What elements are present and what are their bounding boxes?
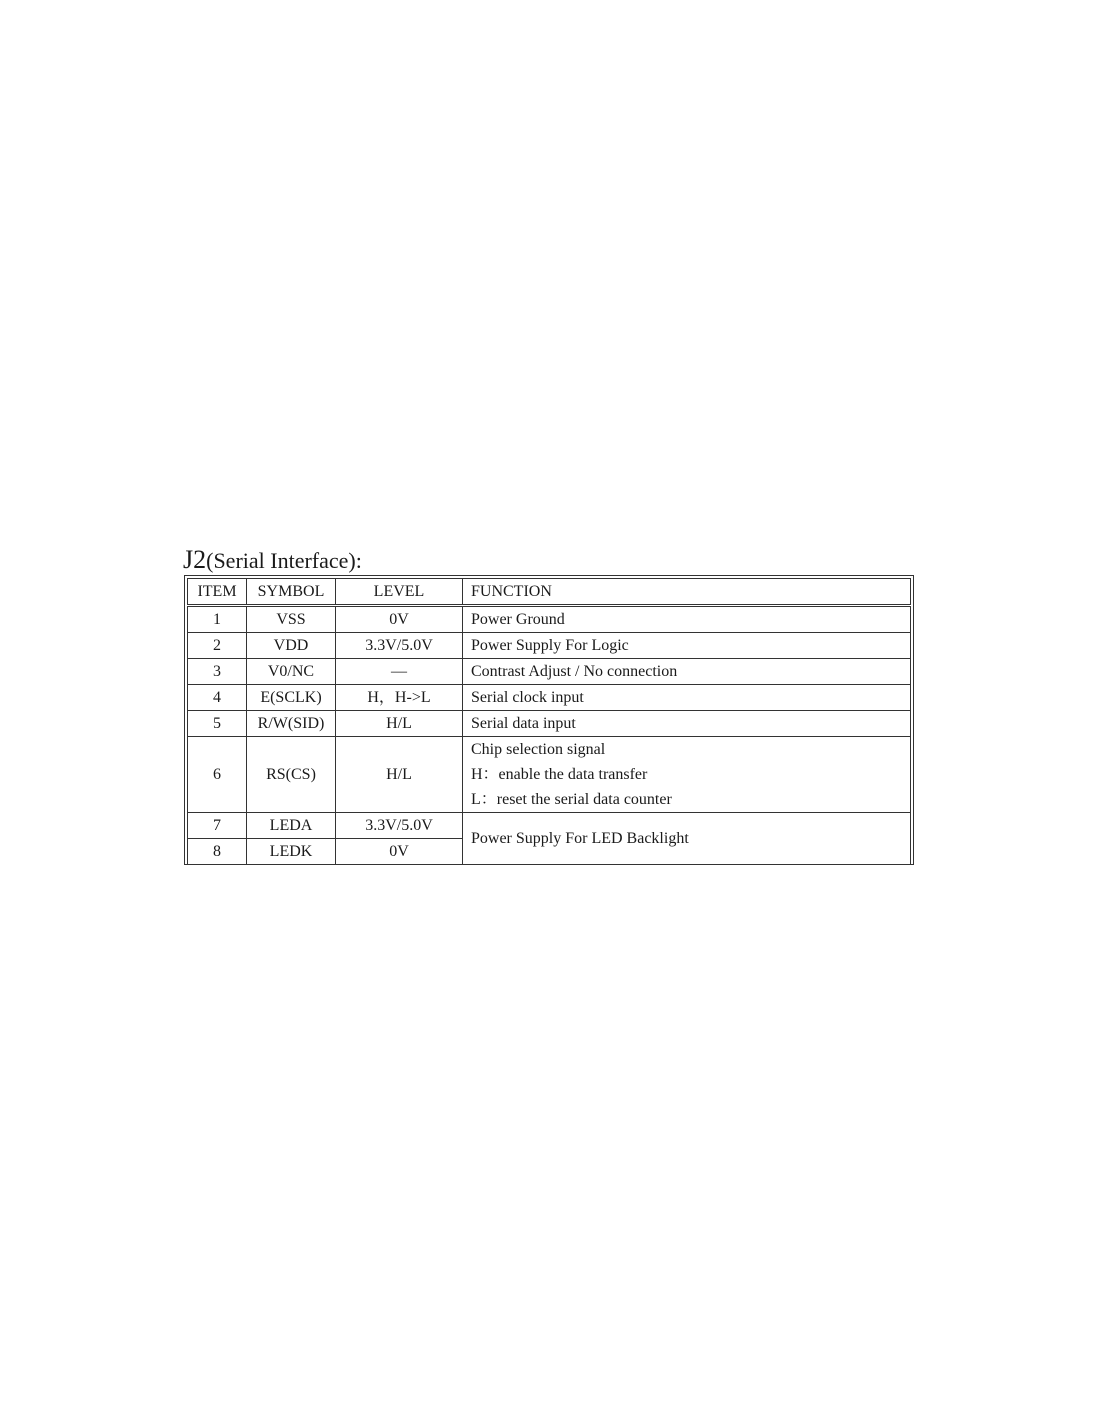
cell-item: 5 xyxy=(188,711,247,737)
table-row xyxy=(188,737,911,813)
cell-item: 6 xyxy=(188,737,247,813)
cell-symbol: E(SCLK) xyxy=(247,685,336,711)
cell-level: 0V xyxy=(336,606,463,633)
cell-symbol: R/W(SID) xyxy=(247,711,336,737)
cell-level: H/L xyxy=(336,737,463,813)
section-title-prefix: J2 xyxy=(183,545,207,574)
cell-function: Contrast Adjust / No connection xyxy=(463,659,911,685)
cell-symbol: VSS xyxy=(247,606,336,633)
cell-item: 7 xyxy=(188,813,247,839)
table-row xyxy=(188,659,911,685)
cell-symbol: VDD xyxy=(247,633,336,659)
cell-level: 3.3V/5.0V xyxy=(336,813,463,839)
cell-symbol: RS(CS) xyxy=(247,737,336,813)
header-function: FUNCTION xyxy=(463,579,911,606)
cell-symbol: V0/NC xyxy=(247,659,336,685)
cell-function: Serial data input xyxy=(463,711,911,737)
cell-function: Serial clock input xyxy=(463,685,911,711)
header-level: LEVEL xyxy=(336,579,463,606)
function-line: Chip selection signal xyxy=(471,741,606,758)
cell-level: — xyxy=(336,659,463,685)
cell-level: H/L xyxy=(336,711,463,737)
cell-symbol: LEDK xyxy=(247,839,336,865)
cell-function: Power Supply For Logic xyxy=(463,633,911,659)
cell-symbol: LEDA xyxy=(247,813,336,839)
table-header-row xyxy=(188,579,911,606)
table-row xyxy=(188,606,911,633)
cell-item: 3 xyxy=(188,659,247,685)
function-line: L：reset the serial data counter xyxy=(471,791,672,808)
cell-function xyxy=(463,737,911,813)
table-row xyxy=(188,633,911,659)
pin-table xyxy=(187,578,911,865)
pin-table-frame xyxy=(184,575,914,865)
cell-item: 2 xyxy=(188,633,247,659)
section-title-text: (Serial Interface): xyxy=(206,548,362,573)
table-row xyxy=(188,711,911,737)
table-row xyxy=(188,813,911,839)
cell-level: 3.3V/5.0V xyxy=(336,633,463,659)
cell-function: Power Ground xyxy=(463,606,911,633)
function-line: H：enable the data transfer xyxy=(471,766,648,783)
cell-item: 8 xyxy=(188,839,247,865)
header-symbol: SYMBOL xyxy=(247,579,336,606)
cell-item: 4 xyxy=(188,685,247,711)
table-row xyxy=(188,685,911,711)
header-item: ITEM xyxy=(188,579,247,606)
section-title xyxy=(183,546,362,575)
cell-item: 1 xyxy=(188,606,247,633)
cell-function-merged: Power Supply For LED Backlight xyxy=(463,813,911,865)
cell-level: 0V xyxy=(336,839,463,865)
cell-level: H，H->L xyxy=(336,685,463,711)
